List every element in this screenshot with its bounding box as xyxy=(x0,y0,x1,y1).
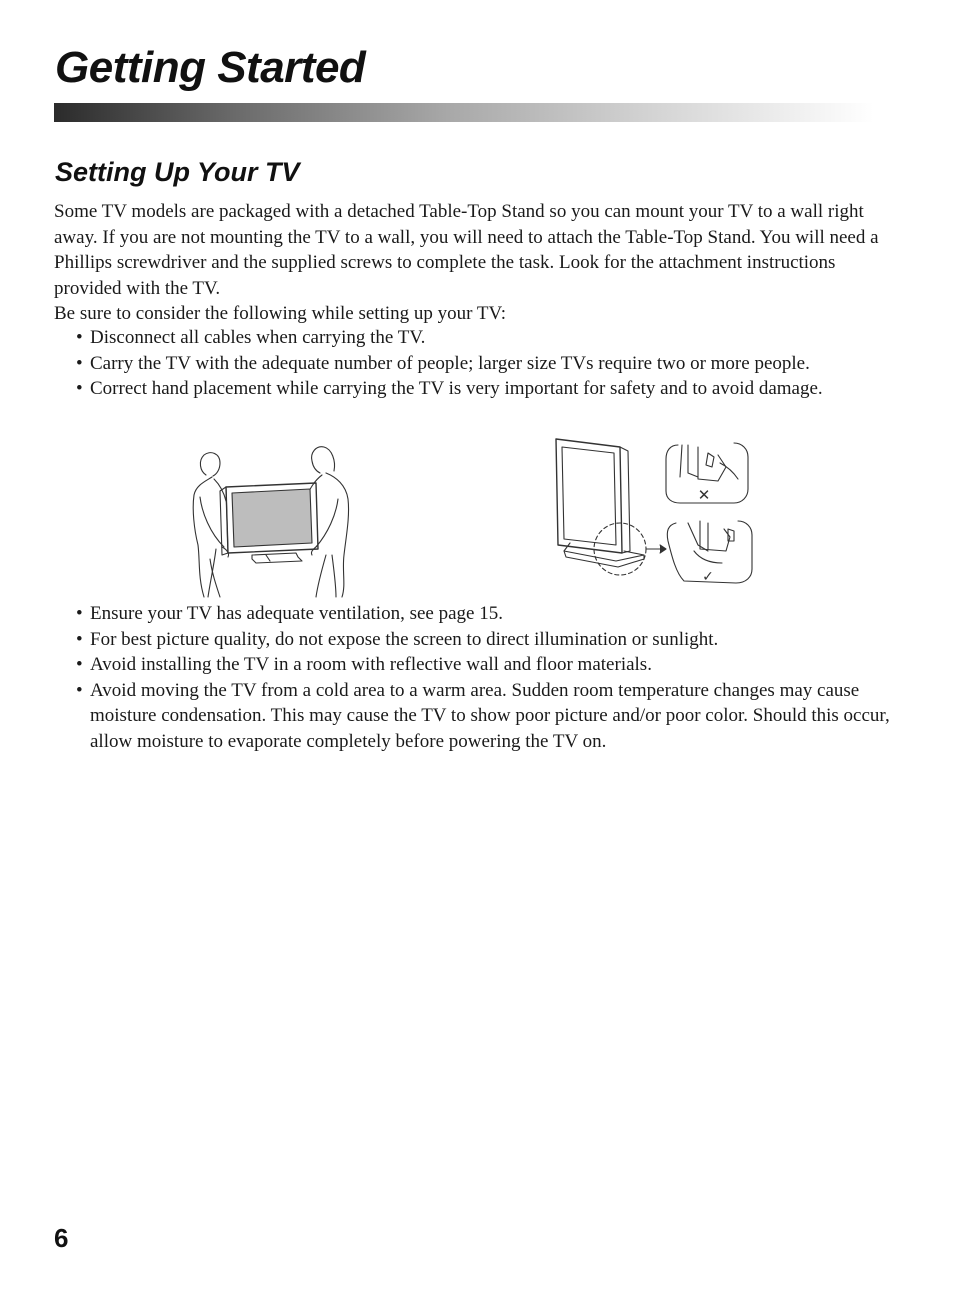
list-item xyxy=(54,627,904,653)
section-heading: Setting Up Your TV xyxy=(55,157,300,187)
list-item xyxy=(54,678,904,755)
list-item-text: Disconnect all cables when carrying the TV. xyxy=(90,327,426,348)
list-item-text: Correct hand placement while carrying the TV is very important for safety and to avoid damage. xyxy=(90,378,823,399)
list-item xyxy=(54,325,904,351)
list-item xyxy=(54,376,904,402)
intro-block xyxy=(54,199,904,327)
intro-paragraph: Some TV models are packaged with a detached Table-Top Stand so you can mount your TV to a wall right away. If you are not mounting the TV to a wall, you will need to attach the Table-Top Stand. You will need a Phillips screwdriver and the supplied screws to complete the task. Look for the attachment instructions provided with the TV. xyxy=(54,201,879,299)
bullet-glyph: • xyxy=(76,327,83,348)
list-item xyxy=(54,351,904,377)
page-number: 6 xyxy=(54,1223,69,1253)
bullet-glyph: • xyxy=(76,654,83,675)
wrong-mark: ✕ xyxy=(697,486,711,504)
bullet-glyph: • xyxy=(76,378,83,399)
list-item-text: Avoid installing the TV in a room with reflective wall and floor materials. xyxy=(90,654,652,675)
lead-in-paragraph: Be sure to consider the following while setting up your TV: xyxy=(54,303,507,324)
list-item-text: For best picture quality, do not expose the screen to direct illumination or sunlight. xyxy=(90,628,719,650)
bullet-list-after xyxy=(54,601,904,754)
list-item xyxy=(54,652,904,678)
bullet-glyph: • xyxy=(76,603,83,624)
hand-placement-illustration xyxy=(548,433,758,593)
list-item-text: Ensure your TV has adequate ventilation, see page 15. xyxy=(90,603,503,624)
list-item xyxy=(54,601,904,627)
list-item-text: Carry the TV with the adequate number of people; larger size TVs require two or more people. xyxy=(90,352,810,374)
bullet-glyph: • xyxy=(76,352,83,374)
bullet-list-before xyxy=(54,325,904,402)
list-item-text: Avoid moving the TV from a cold area to a warm area. Sudden room temperature changes may cause moisture condensation. This may cause the TV to show poor picture and/or poor color. Should this occur, allow moisture to evaporate completely before powering the TV on. xyxy=(90,679,890,752)
title-gradient-rule xyxy=(54,103,874,122)
bullet-glyph: • xyxy=(76,628,83,650)
two-people-carrying-tv-illustration xyxy=(186,437,358,599)
bullet-glyph: • xyxy=(76,679,83,701)
right-mark: ✓ xyxy=(702,569,714,585)
page-title: Getting Started xyxy=(55,43,366,92)
